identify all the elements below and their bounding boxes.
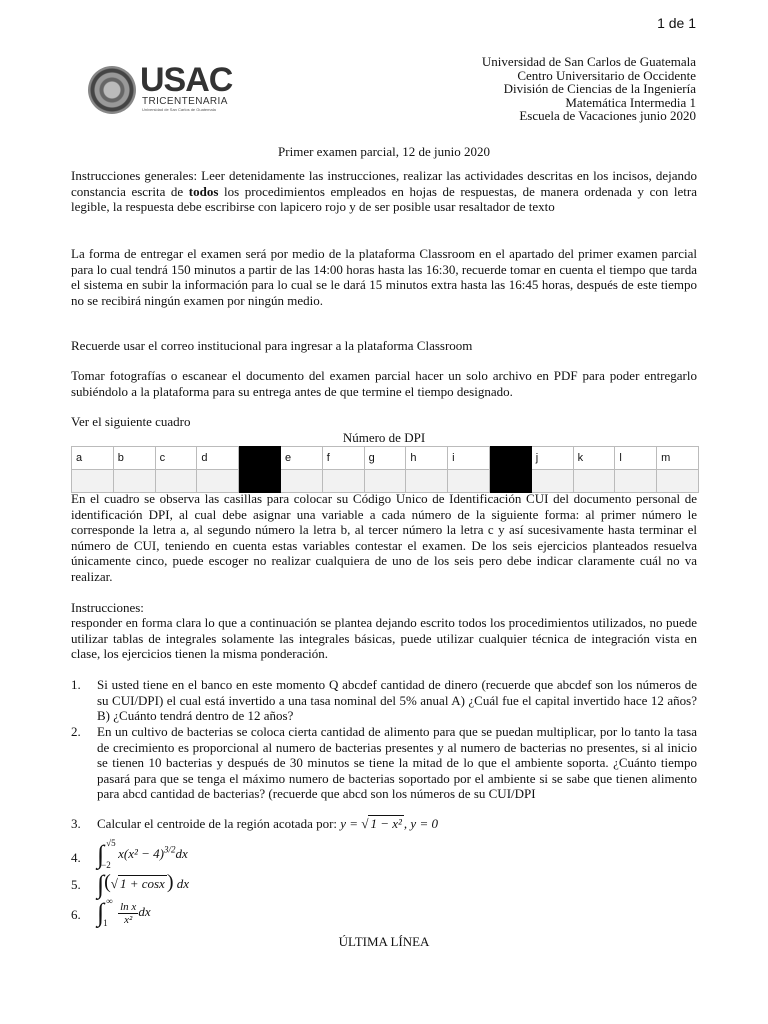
question-number: 1. <box>71 677 81 692</box>
institution-block <box>482 55 696 123</box>
dpi-value-cell <box>72 470 114 493</box>
dpi-letter-row <box>72 447 699 470</box>
differential: dx <box>176 876 190 891</box>
question-3 <box>71 816 697 832</box>
question-number: 3. <box>71 816 81 831</box>
question-text <box>97 816 697 832</box>
integral-expression <box>97 898 697 928</box>
dpi-table <box>71 446 699 493</box>
dpi-value-cell <box>364 470 406 493</box>
institution-line: Centro Universitario de Occidente <box>517 67 696 83</box>
dpi-value-cell <box>113 470 155 493</box>
logo-subtitle-small: Universidad de San Carlos de Guatemala <box>142 107 216 112</box>
general-instructions-text: Instrucciones generales: Leer detenidamente las instrucciones, realizar las actividades descritas en los incisos, dejando constancia escrita de <box>71 168 697 199</box>
dpi-table-title: Número de DPI <box>342 430 426 445</box>
dpi-value-cell <box>280 470 322 493</box>
sqrt-radicand: 1 + cosx <box>119 876 165 891</box>
question-5 <box>71 870 697 900</box>
dpi-letter-cell: k <box>573 447 615 470</box>
dpi-value-cell <box>322 470 364 493</box>
numerator: ln x <box>120 900 137 913</box>
dpi-letter-cell: g <box>364 447 406 470</box>
dpi-letter-cell: d <box>197 447 239 470</box>
question-number: 4. <box>71 850 81 865</box>
last-line: ÚLTIMA LÍNEA <box>338 934 430 949</box>
integral-sign: ∫ <box>97 870 105 900</box>
question-text: En un cultivo de bacterias se coloca cierta cantidad de alimento para que se puedan multiplicar, por lo tanto la tasa de crecimiento es proporcional al numero de bacterias presentes y al numero de bacterias no presentes, si al inicio se tienen 10 bacterias y después de 30 minutos se tiene la mitad de lo que el ambiente soporta. ¿Cuánto tiempo pasará para que se tenga el máximo numero de bacterias soportado por el ambiente si se sabe que tienen alimento para abcd cantidad de bacterias? (recuerde que abcd son los números de su CUI/DPI <box>97 724 697 802</box>
sqrt-radicand: 1 − x² <box>370 816 402 831</box>
question-number: 2. <box>71 724 81 739</box>
question-6 <box>71 898 697 928</box>
university-seal-icon <box>88 66 136 114</box>
dpi-letter-cell: a <box>72 447 114 470</box>
exam-title: Primer examen parcial, 12 de junio 2020 <box>278 144 490 159</box>
lower-limit: 1 <box>103 918 108 929</box>
dpi-letter-cell: e <box>280 447 322 470</box>
upper-limit: √5 <box>106 838 116 848</box>
sqrt-symbol: √ <box>361 816 369 831</box>
see-table-text: Ver el siguiente cuadro <box>71 414 191 429</box>
close-paren: ) <box>166 871 174 893</box>
email-paragraph: Recuerde usar el correo institucional para ingresar a la plataforma Classroom <box>71 338 473 353</box>
integrand: x(x² − 4) <box>118 845 164 861</box>
dpi-letter-cell: j <box>531 447 573 470</box>
integral-expression <box>97 870 697 900</box>
institution-line: Universidad de San Carlos de Guatemala <box>481 54 696 69</box>
dpi-value-cell <box>448 470 490 493</box>
question-3-text: Calcular el centroide de la región acotada por: <box>97 816 341 831</box>
question-number: 6. <box>71 907 81 922</box>
differential: dx <box>138 903 151 919</box>
differential: dx <box>175 845 188 861</box>
question-4 <box>71 840 697 870</box>
dpi-value-cell <box>197 470 239 493</box>
equation-y: y = <box>340 816 362 831</box>
question-text: Si usted tiene en el banco en este momento Q abcdef cantidad de dinero (recuerde que abcdef son los números de su CUI/DPI) el cual está invertido a una tasa nominal del 5% anual A) ¿Cuál fue el capital invertido hace 12 años? B) ¿Cuánto tendrá dentro de 12 años? <box>97 677 697 724</box>
denominator: x² <box>124 913 133 926</box>
general-instructions-text: los procedimientos empleados en hojas de respuestas, de manera ordenada y con letra legible, la respuesta debe escribirse con lapicero rojo y de ser posible usar resaltador de texto <box>71 183 698 215</box>
dpi-value-cell <box>531 470 573 493</box>
dpi-value-cell <box>406 470 448 493</box>
delivery-paragraph: La forma de entregar el examen será por medio de la plataforma Classroom en el apartado del primer examen parcial para lo cual tendrá 150 minutos a partir de las 14:00 horas hasta las 16:30, recuerde tomar en cuenta el tiempo que tarda el sistema en subir la información para lo cual se le dará 15 minutos extra hasta las 16:45 horas, después de este tiempo no se recibirá ningún examen por ningún medio. <box>71 246 697 308</box>
exponent: 3/2 <box>164 844 176 855</box>
dpi-value-cell <box>573 470 615 493</box>
dpi-separator-cell <box>489 447 531 470</box>
dpi-letter-cell: c <box>155 447 197 470</box>
instructions-heading: Instrucciones: <box>71 600 144 615</box>
dpi-letter-cell: h <box>406 447 448 470</box>
integral-sign: ∫ <box>97 898 105 927</box>
integral-limits <box>104 898 118 928</box>
integral-limits <box>101 838 118 871</box>
institution-line: División de Ciencias de la Ingeniería <box>503 81 696 96</box>
dpi-letter-cell: m <box>657 447 699 470</box>
instructions-body: responder en forma clara lo que a continuación se plantea dejando escrito todos los procedimientos utilizados, no puede utilizar tablas de integrales solamente las integrales básicas, puede utilizar cualquier técnica de integración vista en clase, los ejercicios tienen la misma ponderación. <box>71 615 697 662</box>
dpi-value-cell <box>155 470 197 493</box>
fraction <box>118 901 138 926</box>
institution-line: Escuela de Vacaciones junio 2020 <box>519 108 696 123</box>
question-number: 5. <box>71 877 81 892</box>
lower-limit: −2 <box>101 860 111 871</box>
usac-logo <box>88 61 248 116</box>
dpi-value-cell <box>615 470 657 493</box>
open-paren: ( <box>104 871 111 893</box>
dpi-letter-cell: f <box>322 447 364 470</box>
dpi-letter-cell: b <box>113 447 155 470</box>
question-1 <box>71 677 697 724</box>
institution-line: Matemática Intermedia 1 <box>565 94 696 110</box>
general-instructions-emphasis: todos <box>188 183 219 199</box>
equation-y-zero: , y = 0 <box>403 816 438 831</box>
page-number: 1 de 1 <box>657 15 696 31</box>
dpi-letter-cell: l <box>615 447 657 470</box>
logo-subtitle: TRICENTENARIA <box>142 96 228 107</box>
sqrt-symbol: √ <box>110 876 118 891</box>
logo-text: USAC <box>140 61 233 99</box>
dpi-separator-cell <box>239 470 281 493</box>
integral-sign: ∫ <box>97 840 105 869</box>
integral-expression <box>97 840 697 870</box>
dpi-explanation: En el cuadro se observa las casillas para colocar su Código Unico de Identificación CUI del documento personal de identificación DPI, al cual debe asignar una variable a cada número de la siguiente forma: al primer número le corresponde la letra a, al segundo número la letra b, al tercer número la letra c y así sucesivamente hasta terminar el número de CUI, teniendo en cuenta estas variables contestar el examen. De los seis ejercicios planteados resuelva únicamente cinco, puede escoger no realizar cualquiera de uno de los seis pero debe indicar claramente cuál no va realizar. <box>71 491 697 584</box>
photo-paragraph: Tomar fotografías o escanear el documento del examen parcial hacer un solo archivo en PDF para poder entregarlo subiéndolo a la plataforma para su entrega antes de que termine el tiempo designado. <box>71 368 697 399</box>
dpi-value-cell <box>657 470 699 493</box>
question-2 <box>71 724 697 802</box>
dpi-separator-cell <box>489 470 531 493</box>
dpi-letter-cell: i <box>448 447 490 470</box>
general-instructions <box>71 168 697 215</box>
upper-limit: ∞ <box>106 896 113 906</box>
dpi-separator-cell <box>239 447 281 470</box>
dpi-value-row <box>72 470 699 493</box>
